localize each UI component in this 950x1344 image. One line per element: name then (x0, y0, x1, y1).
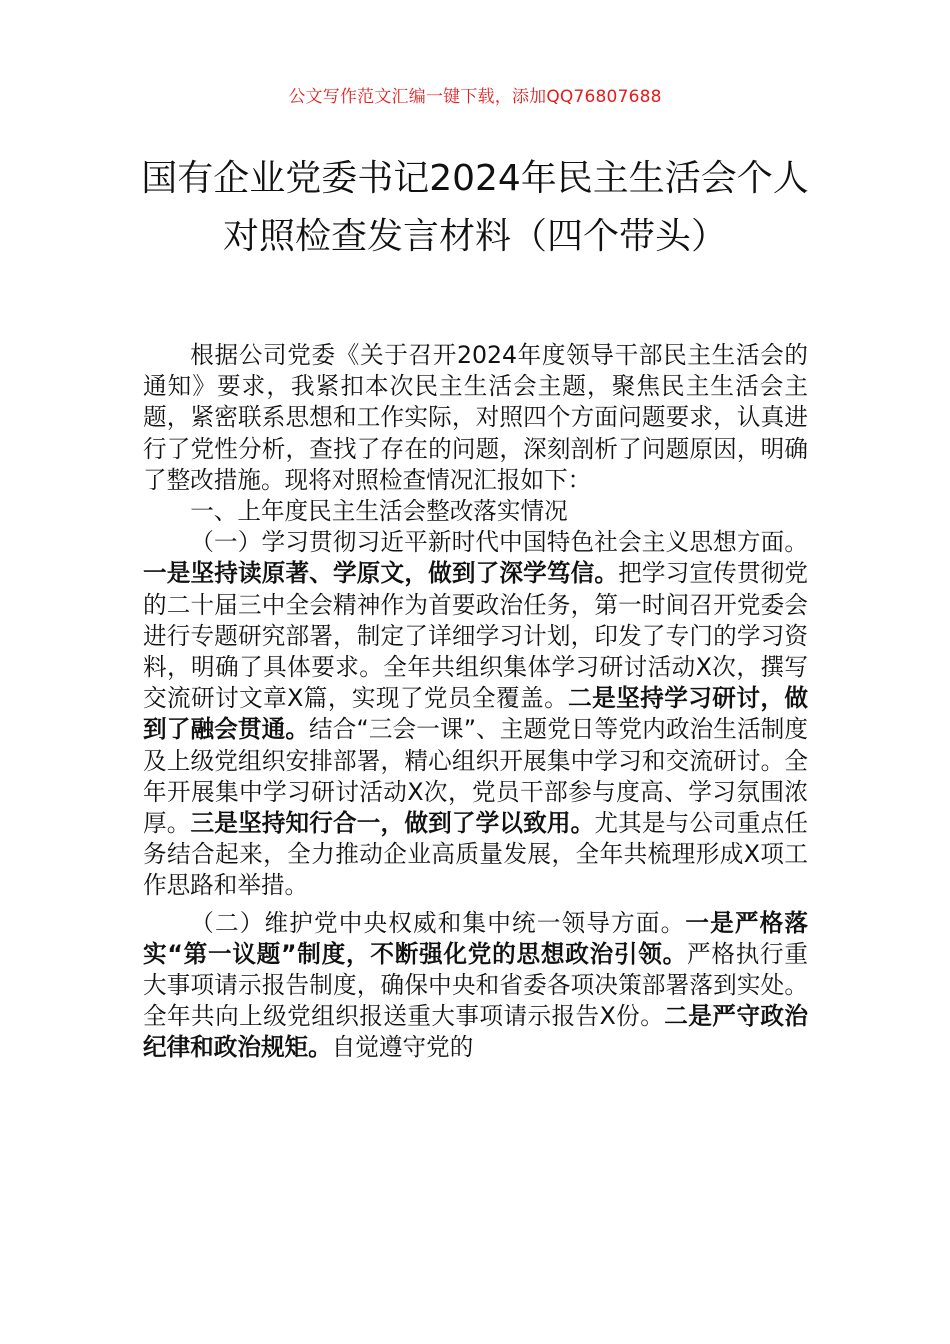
sub2-point-2-text: 自觉遵守党的 (331, 1033, 474, 1062)
document-title (100, 150, 850, 266)
section-heading: 一、上年度民主生活会整改落实情况 (190, 497, 568, 526)
subsection-2-paragraph (143, 908, 808, 1064)
point-2-bold: 二是坚持学习研讨，做到了融会贯通。 (143, 684, 808, 744)
point-1-bold: 一是坚持读原著、学原文，做到了深学笃信。 (143, 559, 619, 588)
point-3-text: 尤其是与公司重点任务结合起来，全力推动企业高质量发展，全年共梳理形成X项工作思路和举措。 (143, 809, 809, 900)
sub2-point-1-text: 严格执行重大事项请示报告制度，确保中央和省委各项决策部署落到实处。全年共向上级党组织报送重大事项请示报告X份。 (143, 939, 808, 1031)
title-line-1: 国有企业党委书记2024年民主生活会个人 (141, 158, 809, 199)
point-1-text: 把学习宣传贯彻党的二十届三中全会精神作为首要政治任务，第一时间召开党委会进行专题研究部署，制定了详细学习计划，印发了专门的学习资料，明确了具体要求。全年共组织集体学习研讨活动X次，撰写交流研讨文章X篇，实现了党员全覆盖。 (143, 559, 809, 713)
subsection-2-lead: （二）维护党中央权威和集中统一领导方面。 (190, 908, 686, 937)
intro-paragraph: 根据公司党委《关于召开2024年度领导干部民主生活会的通知》要求，我紧扣本次民主生活会主题，聚焦民主生活会主题，紧密联系思想和工作实际，对照四个方面问题要求，认真进行了党性分析，查找了存在的问题，深刻剖析了问题原因，明确了整改措施。现将对照检查情况汇报如下： (143, 341, 808, 494)
sub2-point-2-bold: 二是严守政治纪律和政治规矩。 (143, 1002, 808, 1062)
download-notice: 公文写作范文汇编一键下载，添加QQ76807688 (288, 87, 662, 107)
subsection-1-lead: （一）学习贯彻习近平新时代中国特色社会主义思想方面。 (190, 528, 808, 557)
sub2-point-1-bold: 一是严格落实“第一议题”制度，不断强化党的思想政治引领。 (143, 908, 809, 968)
subsection-1-paragraph (143, 527, 808, 901)
document-body (143, 340, 808, 1064)
point-2-text: 结合“三会一课”、主题党日等党内政治生活制度及上级党组织安排部署，精心组织开展集中学习和交流研讨。全年开展集中学习研讨活动X次，党员干部参与度高、学习氛围浓厚。 (143, 715, 809, 838)
title-line-2: 对照检查发言材料（四个带头） (222, 216, 727, 257)
point-3-bold: 三是坚持知行合一，做到了学以致用。 (190, 809, 595, 838)
